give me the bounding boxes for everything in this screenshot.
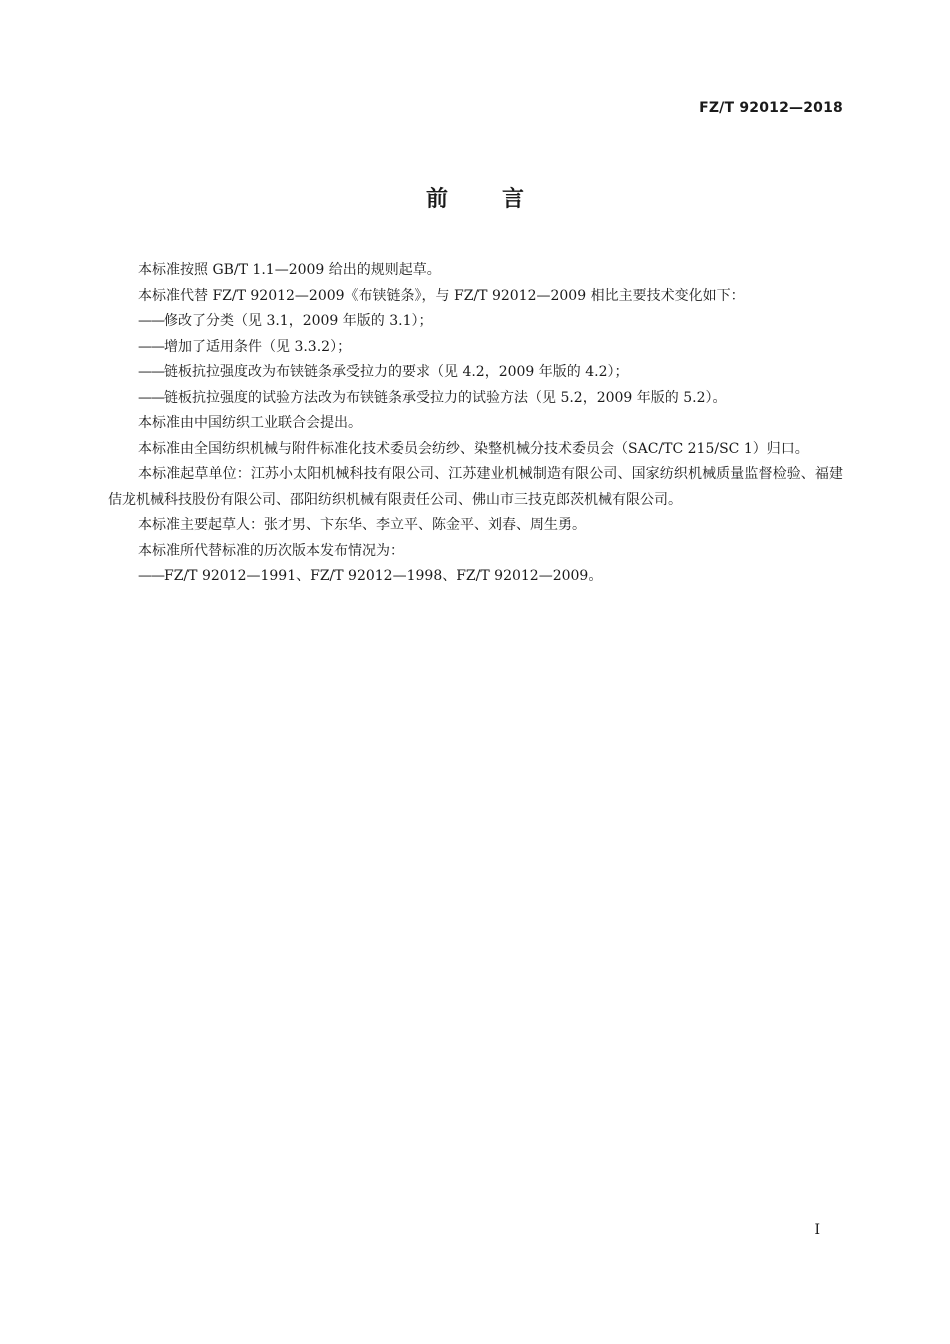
dash-marker: —— xyxy=(138,338,164,355)
paragraph-replacement: 本标准代替 FZ/T 92012—2009《布铗链条》，与 FZ/T 92012—2009 相比主要技术变化如下： xyxy=(138,287,745,304)
paragraph-proposer: 本标准由中国纺织工业联合会提出。 xyxy=(138,415,362,431)
change-item-text: 链板抗拉强度改为布铗链条承受拉力的要求（见 4.2，2009 年版的 4.2）； xyxy=(164,364,629,380)
change-item-text: 修改了分类（见 3.1，2009 年版的 3.1）； xyxy=(164,313,433,329)
change-item-conditions xyxy=(108,335,843,361)
paragraph-drafting-rules: 本标准按照 GB/T 1.1—2009 给出的规则起草。 xyxy=(138,262,441,278)
dash-marker: —— xyxy=(138,313,164,329)
change-item-test-method xyxy=(108,386,843,412)
paragraph-committee: 本标准由全国纺织机械与附件标准化技术委员会纺纱、染整机械分技术委员会（SAC/TC 215/SC 1）归口。 xyxy=(138,440,809,457)
page-title: 前言 xyxy=(425,187,578,212)
change-item-text: 增加了适用条件（见 3.3.2）； xyxy=(164,338,352,355)
document-code: FZ/T 92012—2018 xyxy=(699,100,843,116)
paragraph-history: 本标准所代替标准的历次版本发布情况为： xyxy=(138,542,404,559)
dash-marker: —— xyxy=(138,389,164,406)
change-item-text: 链板抗拉强度的试验方法改为布铗链条承受拉力的试验方法（见 5.2，2009 年版的 5.2）。 xyxy=(164,389,727,406)
paragraph-drafting-units: 本标准起草单位：江苏小太阳机械科技有限公司、江苏建业机械制造有限公司、国家纺织机械质量监督检验、福建佶龙机械科技股份有限公司、邵阳纺织机械有限责任公司、佛山市三技克郎茨机械有限公司。 xyxy=(108,466,843,508)
dash-marker: —— xyxy=(138,364,164,380)
change-item-classification xyxy=(108,309,843,335)
preface-body xyxy=(108,258,843,590)
history-item-versions xyxy=(108,564,843,590)
dash-marker: —— xyxy=(138,568,164,584)
change-item-tensile-requirement xyxy=(108,360,843,386)
history-item-text: FZ/T 92012—1991、FZ/T 92012—1998、FZ/T 92012—2009。 xyxy=(164,568,603,584)
paragraph-drafters: 本标准主要起草人：张才男、卞东华、李立平、陈金平、刘春、周生勇。 xyxy=(138,517,586,533)
page-number: I xyxy=(814,1222,820,1238)
